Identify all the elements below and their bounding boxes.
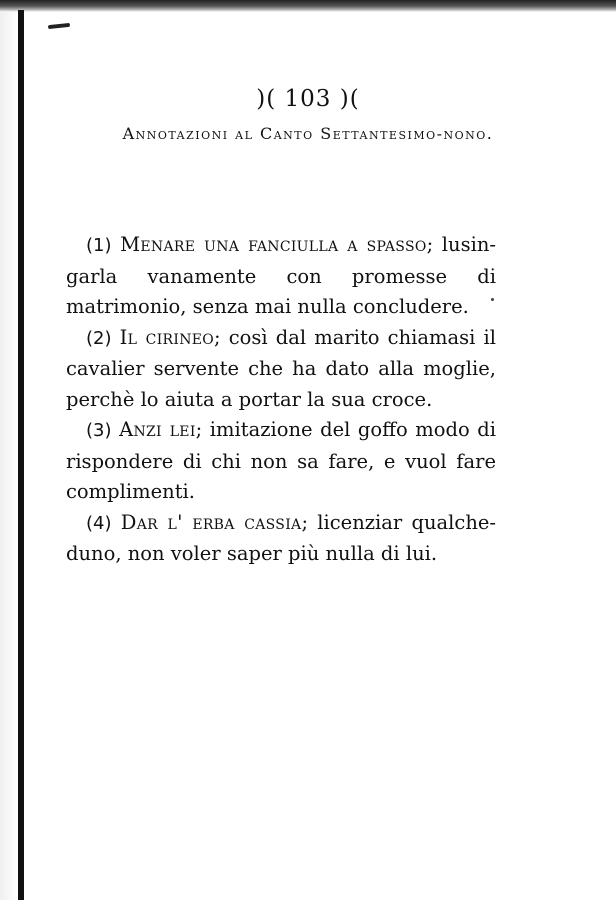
note-text: ; licenziar qualcheduno, non voler saper più nulla di lui. (66, 510, 497, 565)
ink-speck-mark (48, 23, 70, 29)
note-term: Menare una fanciulla a spasso (120, 233, 427, 256)
annotations-list (66, 230, 496, 570)
note-term: Anzi lei (119, 418, 196, 441)
annotation-note-3 (66, 415, 496, 508)
annotation-note-2 (66, 323, 496, 416)
note-number: (2) (86, 327, 112, 349)
annotation-note-1 (66, 230, 496, 323)
note-text: ; imitazione del goffo modo di rispondere di chi non sa fare, e vuol fare complimenti. (66, 418, 496, 503)
note-number: (1) (86, 235, 112, 256)
note-number: (4) (86, 512, 112, 534)
note-number: (3) (86, 420, 112, 441)
page-number: )( 103 )( (256, 86, 360, 112)
annotation-note-4 (66, 508, 496, 570)
running-title: Annotazioni al Canto Settantesimo-nono. (122, 124, 494, 143)
page-top-edge (0, 0, 616, 12)
note-text: ; lusingarla vanamente con promesse di matrimonio, senza mai nulla concludere. (66, 233, 496, 318)
note-term: Dar l' erba cassia (120, 510, 302, 534)
book-spine-edge (18, 10, 24, 900)
note-text: ; così dal marito chiamasi il cavalier servente che ha dato alla moglie, perchè lo aiuta a portar la sua croce. (66, 325, 496, 411)
note-term: Il cirineo (119, 325, 215, 349)
